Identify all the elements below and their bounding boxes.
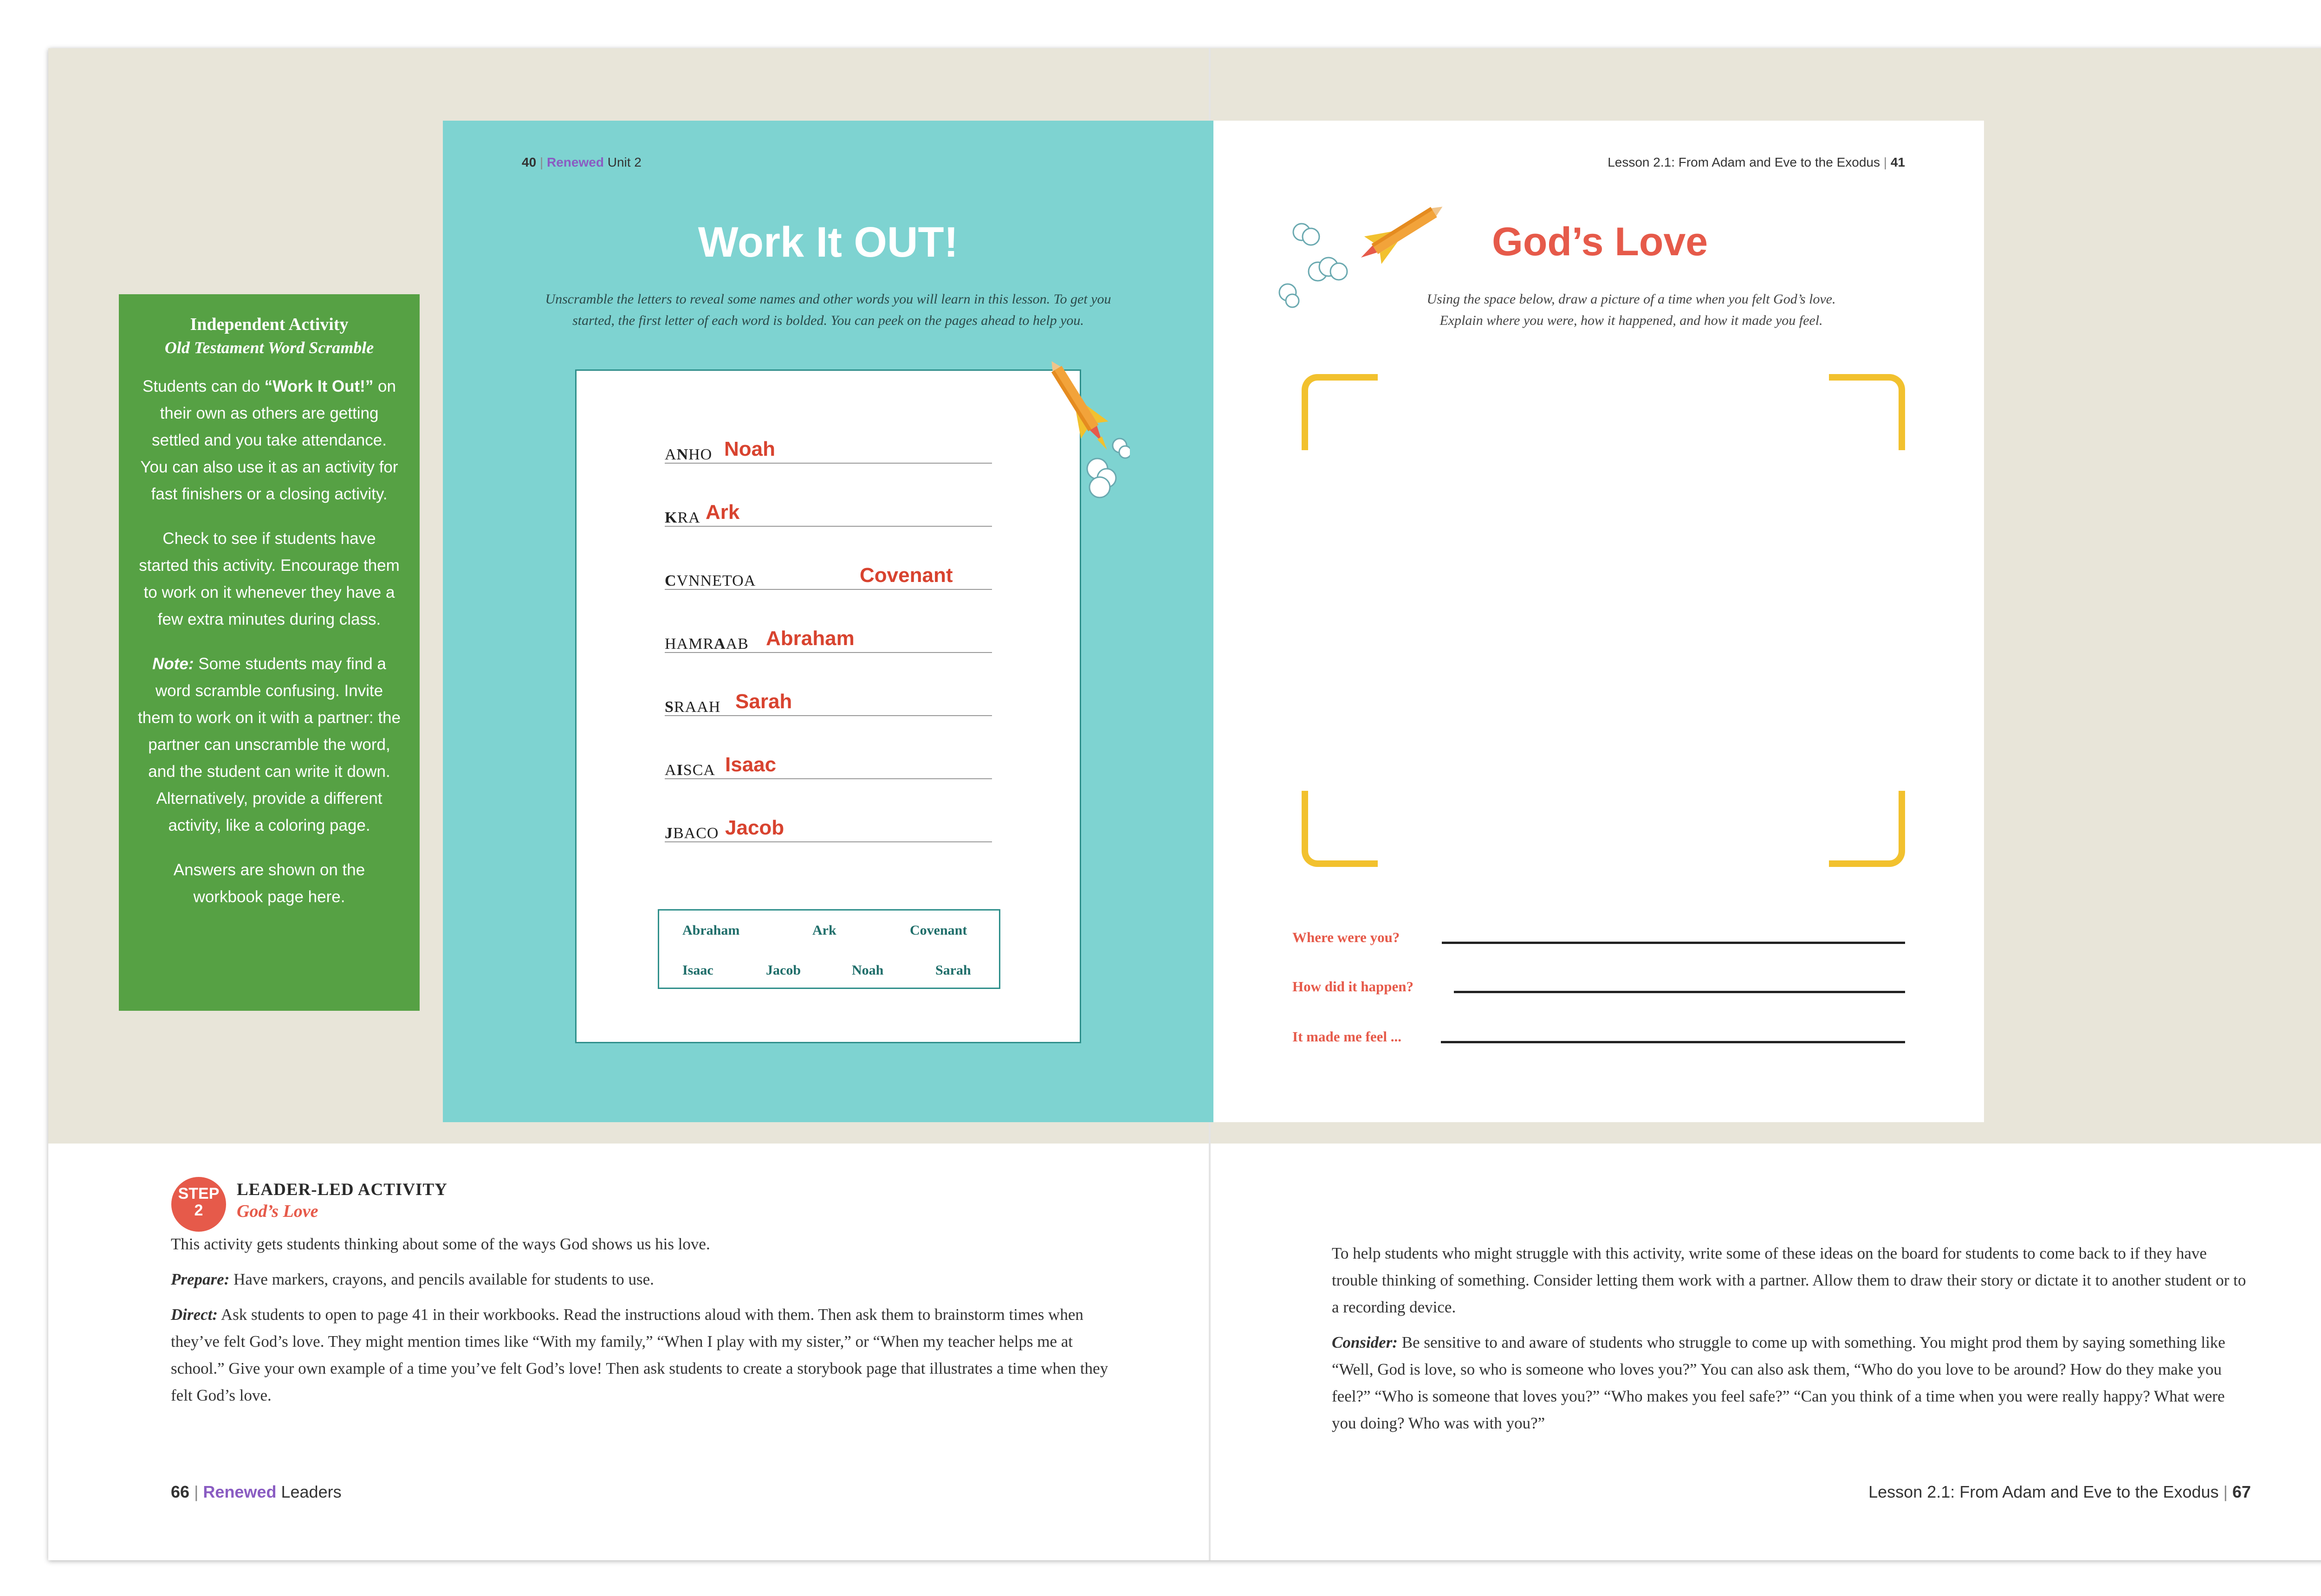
answer-line: [1454, 991, 1905, 993]
brand-name: Renewed: [203, 1482, 277, 1501]
question-label: Where were you?: [1292, 929, 1400, 945]
step-badge: [171, 1177, 226, 1232]
unit-label: Unit 2: [607, 155, 642, 169]
rocket-pencil-icon: [1032, 353, 1130, 506]
answer-word: Ark: [706, 501, 740, 523]
scramble-row: [665, 684, 992, 716]
scramble-row: [665, 620, 992, 653]
workbook-page-left: [443, 121, 1213, 1122]
footer-left: 66 | Renewed Leaders: [171, 1482, 342, 1501]
question-label: It made me feel ...: [1292, 1028, 1401, 1045]
question-label: How did it happen?: [1292, 978, 1414, 995]
leader-text-left: [171, 1231, 1127, 1417]
scrambled-word: AISCA: [665, 762, 715, 779]
scramble-row: [665, 431, 992, 464]
page-number: 41: [1890, 155, 1905, 169]
answer-word: Isaac: [725, 753, 777, 776]
sidebar-paragraph: Note: Some students may find a word scramble confusing. Invite them to work on it with a partner: the partner can unscramble the word, and the student can write it down. Alternatively, provide a different activity, like a coloring page.: [137, 655, 401, 834]
answer-line: [1441, 1041, 1905, 1043]
word-bank-word: Ark: [812, 923, 836, 938]
word-scramble-card: [575, 369, 1081, 1043]
brand-name: Renewed: [547, 155, 604, 169]
footer-right: Lesson 2.1: From Adam and Eve to the Exodus | 67: [1868, 1482, 2251, 1501]
drawing-frame-corner: [1302, 791, 1378, 867]
lesson-footer-label: Lesson 2.1: From Adam and Eve to the Exodus: [1868, 1482, 2219, 1501]
section-heading: LEADER-LED ACTIVITY: [237, 1180, 447, 1199]
leader-text-right: [1332, 1240, 2251, 1445]
independent-activity-sidebar: [119, 294, 420, 1011]
workbook-page-header-right: Lesson 2.1: From Adam and Eve to the Exodus | 41: [1608, 155, 1905, 169]
answer-line: [665, 526, 992, 527]
lesson-header: Lesson 2.1: From Adam and Eve to the Exodus: [1608, 155, 1880, 169]
word-bank-word: Jacob: [766, 963, 801, 978]
activity-title: Work It OUT!: [698, 219, 959, 266]
answer-word: Sarah: [735, 690, 792, 713]
activity-title: God’s Love: [1492, 220, 1708, 264]
paragraph: Consider: Be sensitive to and aware of students who struggle to come up with something. You might prod them by saying something like “Well, God is love, so who is someone who loves you?” You can also ask them, “Who do you love to be around? How do they make you feel?” “Who is someone that loves you?” “Who makes you feel safe?” “Can you think of a time when you were really happy? What were you doing? Who was with you?”: [1332, 1333, 2225, 1432]
word-bank-word: Isaac: [682, 963, 713, 978]
paragraph: Direct: Ask students to open to page 41 in their workbooks. Read the instructions aloud with them. Then ask them to brainstorm times when they’ve felt God’s love. They might mention times like “With my family,” “When I play with my sister,” or “When my teacher helps me at school.” Give your own example of a time you’ve felt God’s love! Then ask students to create a storybook page that illustrates a time when they felt God’s love.: [171, 1305, 1109, 1404]
cloud-icon: [1087, 439, 1130, 498]
sidebar-heading: Independent Activity: [190, 315, 349, 334]
sidebar-paragraph: Students can do “Work It Out!” on their own as others are getting settled and you take attendance. You can also use it as an activity for fast finishers or a closing activity.: [140, 377, 398, 503]
scrambled-word: SRAAH: [665, 698, 721, 716]
scramble-row: [665, 747, 992, 779]
word-bank-word: Sarah: [935, 963, 971, 978]
question-row: [1292, 1018, 1905, 1046]
scrambled-word: HAMRAAB: [665, 635, 749, 653]
activity-instructions: Unscramble the letters to reveal some names and other words you will learn in this lesson. To get you started, the first letter of each word is bolded. You can peek on the pages ahead to help you.: [545, 291, 1111, 328]
book-spread: [48, 48, 2321, 1560]
answer-word: Abraham: [766, 627, 855, 650]
instructions-line: Explain where you were, how it happened, and how it made you feel.: [1439, 313, 1823, 328]
word-bank: [658, 909, 1000, 989]
scrambled-word: JBACO: [665, 825, 719, 842]
answer-word: Jacob: [725, 816, 784, 839]
sidebar-subheading: Old Testament Word Scramble: [164, 338, 374, 357]
workbook-page-right: [1213, 121, 1984, 1122]
drawing-frame-corner: [1302, 374, 1378, 450]
scrambled-word: ANHO: [665, 446, 713, 463]
question-row: [1292, 968, 1905, 996]
page-number: 40: [522, 155, 537, 169]
section-subheading: God’s Love: [237, 1202, 318, 1221]
workbook-page-header-left: 40 | Renewed Unit 2: [522, 155, 642, 169]
paragraph: This activity gets students thinking about some of the ways God shows us his love.: [171, 1235, 710, 1253]
drawing-frame-corner: [1829, 791, 1905, 867]
answer-word: Covenant: [860, 564, 953, 587]
drawing-frame-corner: [1829, 374, 1905, 450]
scramble-row: [665, 557, 992, 590]
activity-instructions: [1329, 289, 1933, 331]
instructions-line: Using the space below, draw a picture of a time when you felt God’s love.: [1426, 291, 1836, 307]
question-row: [1292, 919, 1905, 947]
footer-label: Leaders: [281, 1482, 342, 1501]
answer-line: [1442, 942, 1905, 944]
word-bank-word: Covenant: [910, 923, 967, 938]
scramble-row: [665, 810, 992, 842]
step-label: STEP: [178, 1185, 220, 1202]
paragraph: To help students who might struggle with this activity, write some of these ideas on the board for students to come back to if they have trouble thinking of something. Consider letting them work with a partner. Allow them to draw their story or dictate it to another student or to a recording device.: [1332, 1244, 2246, 1316]
answer-word: Noah: [724, 438, 775, 460]
word-bank-word: Noah: [852, 963, 884, 978]
answer-line: [665, 463, 992, 464]
paragraph: Prepare: Have markers, crayons, and pencils available for students to use.: [171, 1270, 654, 1288]
page-number: 66: [171, 1482, 190, 1501]
scramble-row: [665, 494, 992, 527]
scrambled-word: CVNNETOA: [665, 572, 756, 589]
step-number: 2: [194, 1202, 203, 1219]
sidebar-paragraph: Check to see if students have started this activity. Encourage them to work on it whenever they have a few extra minutes during class.: [139, 530, 400, 628]
sidebar-paragraph: Answers are shown on the workbook page here.: [173, 861, 365, 906]
word-bank-word: Abraham: [682, 923, 740, 938]
page-number: 67: [2232, 1482, 2251, 1501]
scrambled-word: KRA: [665, 509, 700, 526]
